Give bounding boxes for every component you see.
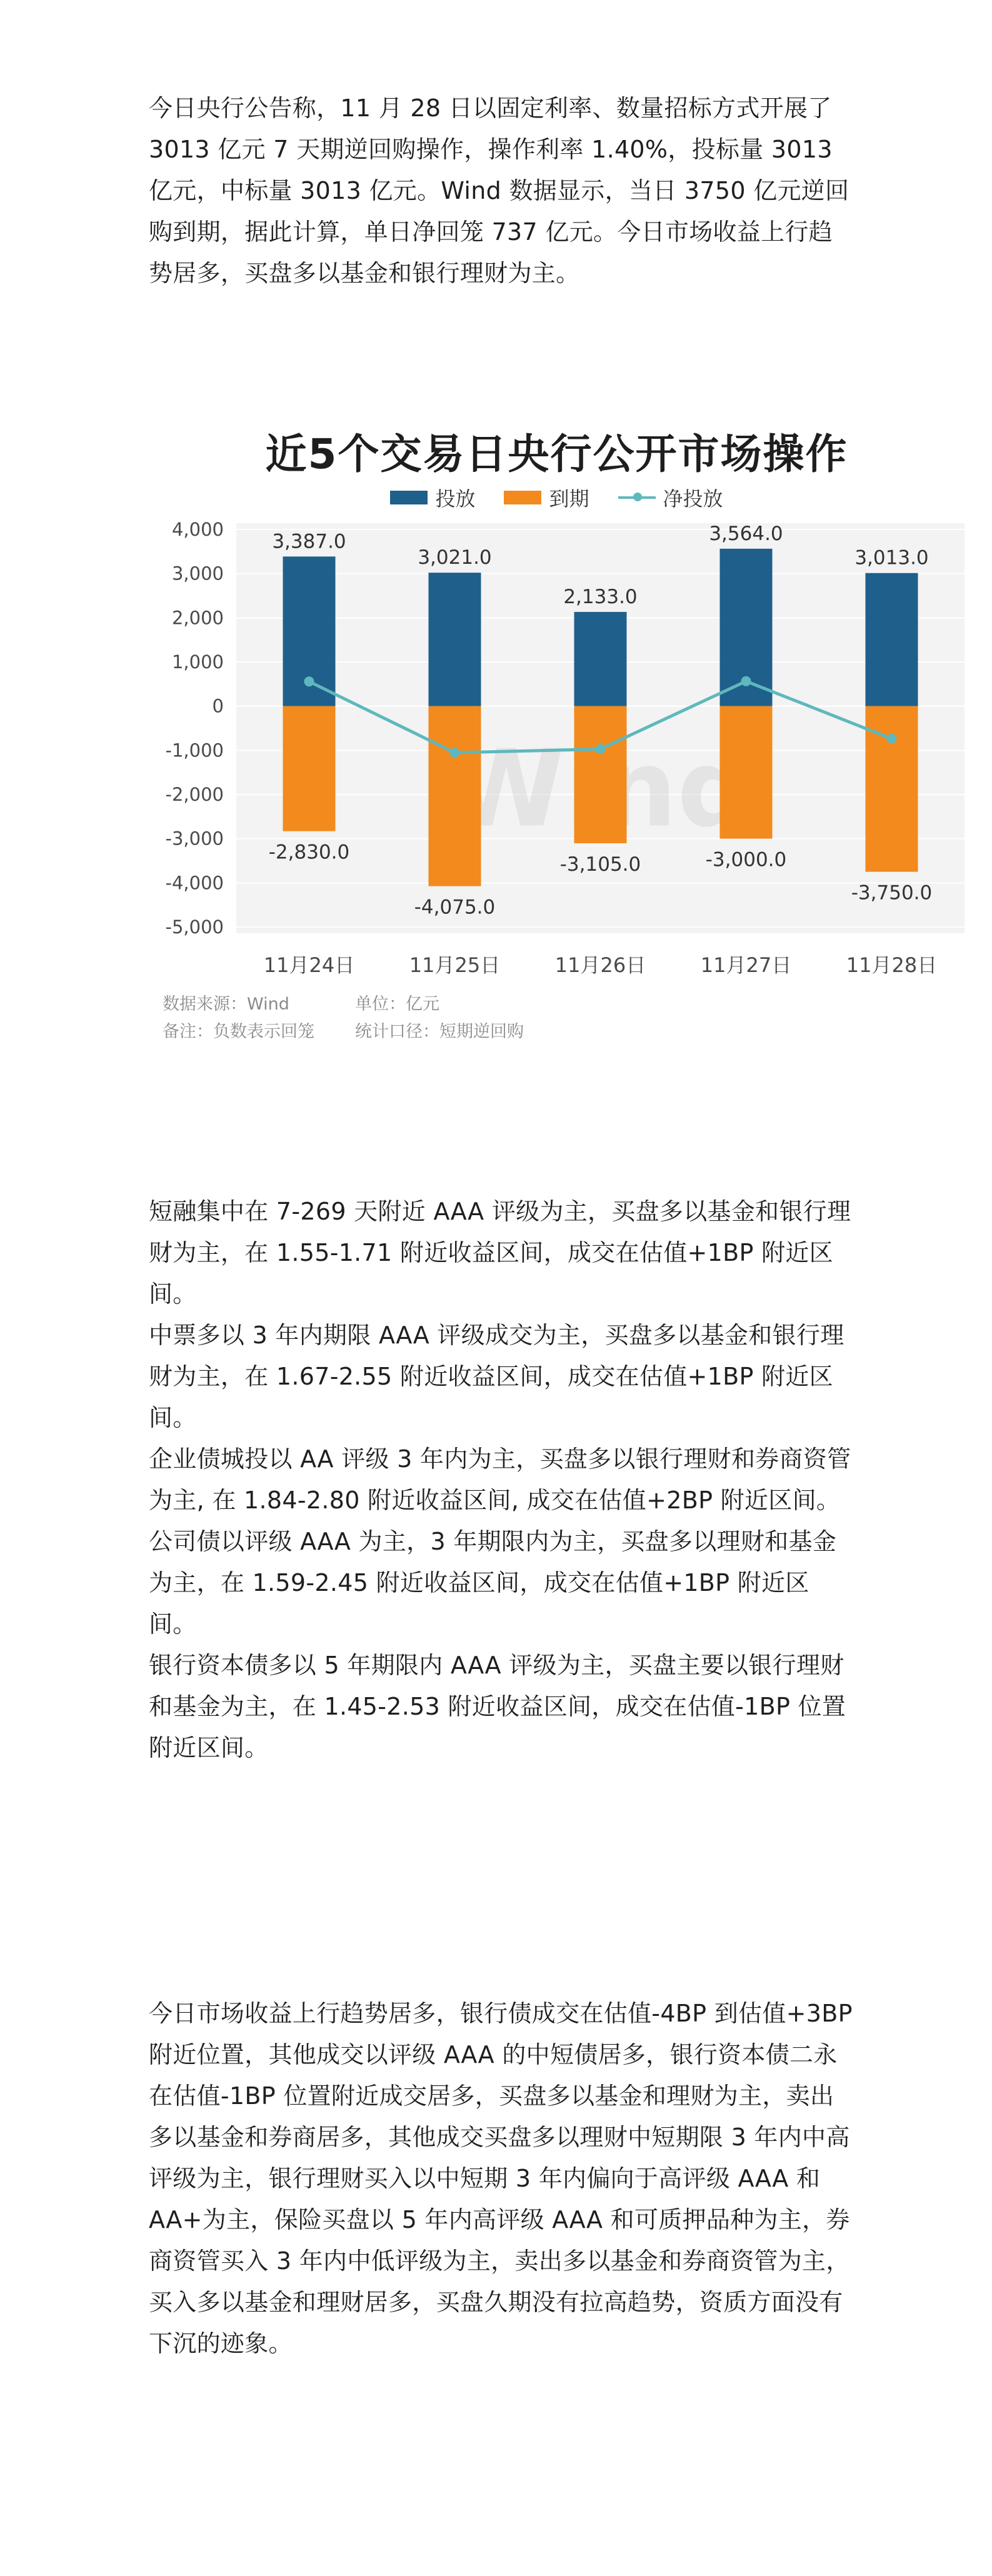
- injection-data-label: 3,013.0: [854, 546, 929, 569]
- y-tick-label: -2,000: [165, 784, 224, 805]
- legend-swatch-net: [618, 496, 656, 499]
- y-tick-label: -1,000: [165, 739, 224, 761]
- maturity-data-label: -3,000.0: [705, 848, 787, 871]
- x-tick-label: 11月26日: [554, 953, 646, 977]
- y-tick-label: -3,000: [165, 828, 224, 849]
- maturity-data-label: -2,830.0: [268, 841, 350, 864]
- injection-data-label: 3,387.0: [272, 530, 346, 553]
- summary-paragraph: 今日市场收益上行趋势居多，银行债成交在估值-4BP 到估值+3BP 附近位置，其他成交以评级 AAA 的中短债居多，银行资本债二永在估值-1BP 位置附近成交居多，买盘多以基金和理财为主，卖出多以基金和券商居多，其他成交买盘多以理财中短期限 3 年内中高评级为主，银行理财买入以中短期 3 年内偏向于高评级 AAA 和 AA+为主，保险买盘以 5 年内高评级 AAA 和可质押品种为主，券商资管买入 3 年内中低评级为主，卖出多以基金和券商资管为主，买入多以基金和理财居多，买盘久期没有拉高趋势，资质方面没有下沉的迹象。: [149, 2000, 853, 2357]
- x-tick-label: 11月27日: [700, 953, 792, 977]
- legend-label-net: 净投放: [663, 487, 723, 511]
- maturity-data-label: -3,750.0: [851, 881, 933, 905]
- chart-notes: [163, 991, 725, 1046]
- net-injection-point: [596, 744, 606, 754]
- injection-bar: [866, 573, 918, 706]
- injection-bar: [429, 573, 481, 706]
- note-scope: 统计口径：短期逆回购: [355, 1022, 524, 1041]
- injection-data-label: 2,133.0: [563, 585, 638, 608]
- legend-item-net: [618, 483, 723, 512]
- note-source: 数据来源：Wind: [163, 995, 289, 1014]
- y-tick-label: 4,000: [171, 519, 224, 540]
- net-injection-point: [304, 676, 314, 686]
- injection-data-label: 3,021.0: [418, 546, 492, 569]
- note-remark: 备注：负数表示回笼: [163, 1022, 314, 1041]
- maturity-bar: [720, 706, 773, 839]
- x-tick-label: 11月28日: [846, 953, 938, 977]
- y-tick-label: 3,000: [171, 563, 224, 584]
- note-row-2: [163, 1018, 725, 1046]
- bond-market-details: [149, 1191, 855, 1768]
- note-row-1: [163, 991, 725, 1018]
- intro-text: [149, 88, 855, 294]
- market-summary: [149, 1993, 855, 2364]
- paragraph-bank-capital-bonds: 银行资本债多以 5 年期限内 AAA 评级为主，买盘主要以银行理财和基金为主，在 1.45-2.53 附近收益区间，成交在估值-1BP 位置附近区间。: [149, 1651, 846, 1762]
- y-tick-label: 1,000: [171, 651, 224, 673]
- maturity-bar: [283, 706, 336, 831]
- paragraph-medium-term-notes: 中票多以 3 年内期限 AAA 评级成交为主，买盘多以基金和银行理财为主，在 1.67-2.55 附近收益区间，成交在估值+1BP 附近区间。: [149, 1321, 844, 1431]
- y-tick-label: -5,000: [165, 916, 224, 938]
- maturity-bar: [429, 706, 481, 886]
- open-market-chart: [149, 416, 964, 1072]
- injection-bar: [574, 612, 627, 706]
- paragraph-enterprise-bonds: 企业债城投以 AA 评级 3 年内为主，买盘多以银行理财和券商资管为主, 在 1.84-2.80 附近收益区间, 成交在估值+2BP 附近区间。: [149, 1445, 851, 1514]
- injection-data-label: 3,564.0: [709, 522, 783, 545]
- chart-canvas: [149, 416, 964, 1072]
- chart-legend: [149, 483, 964, 512]
- x-tick-label: 11月24日: [263, 953, 355, 977]
- x-tick-label: 11月25日: [409, 953, 501, 977]
- legend-item-maturity: [504, 483, 589, 512]
- net-injection-point: [887, 734, 897, 744]
- intro-paragraph: 今日央行公告称，11 月 28 日以固定利率、数量招标方式开展了 3013 亿元 7 天期逆回购操作，操作利率 1.40%，投标量 3013 亿元，中标量 3013 亿元。Wind 数据显示，当日 3750 亿元逆回购到期，据此计算，单日净回笼 737 亿元。今日市场收益上行趋势居多，买盘多以基金和银行理财为主。: [149, 94, 849, 287]
- legend-label-injection: 投放: [435, 487, 476, 511]
- chart-title: 近5个交易日央行公开市场操作: [265, 430, 848, 478]
- legend-swatch-injection: [390, 491, 428, 504]
- y-tick-label: 0: [212, 695, 224, 717]
- maturity-bar: [574, 706, 627, 843]
- legend-swatch-maturity: [504, 491, 541, 504]
- paragraph-short-term-notes: 短融集中在 7-269 天附近 AAA 评级为主，买盘多以基金和银行理财为主，在 1.55-1.71 附近收益区间，成交在估值+1BP 附近区间。: [149, 1198, 851, 1308]
- net-injection-point: [450, 748, 460, 758]
- y-tick-label: 2,000: [171, 607, 224, 629]
- note-unit: 单位：亿元: [355, 995, 439, 1014]
- paragraph-corporate-bonds: 公司债以评级 AAA 为主，3 年期限内为主，买盘多以理财和基金为主，在 1.59-2.45 附近收益区间，成交在估值+1BP 附近区间。: [149, 1528, 837, 1638]
- maturity-data-label: -4,075.0: [414, 896, 496, 919]
- legend-item-injection: [390, 483, 475, 512]
- y-tick-label: -4,000: [165, 872, 224, 894]
- net-injection-point: [741, 676, 751, 686]
- legend-label-maturity: 到期: [549, 487, 589, 511]
- maturity-data-label: -3,105.0: [559, 853, 641, 876]
